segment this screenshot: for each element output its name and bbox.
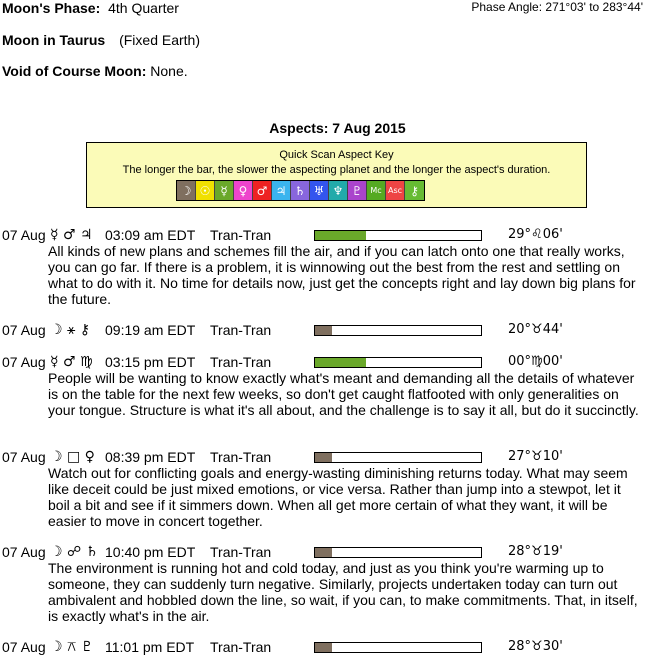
saturn-swatch-icon: ♄ [291,181,310,200]
duration-bar [314,642,482,653]
aspect-type: Tran-Tran [210,354,272,370]
aspect-description: Watch out for conflicting goals and energy-wasting diminishing returns today. What may seem like deceit could be just mixed emotions, or vice versa. Rather than jump into a stewpot, let it boil a bit and see if it simmers down. When all get more certain of what they want, it will be easier to move in concert together. [48,465,628,529]
duration-bar-fill [315,358,366,367]
aspects-title: Aspects: 7 Aug 2015 [269,120,406,136]
moon-sign: Moon in Taurus [2,32,106,48]
duration-bar [314,357,482,368]
aspect-position: 29°♌06' [508,227,563,242]
aspect-time: 03:09 am EDT [105,227,196,243]
duration-bar-fill [315,643,332,652]
mercury-swatch-icon: ☿ [215,181,234,200]
chiron-swatch-icon: ⚷ [405,181,424,200]
aspect-row [0,322,655,340]
aspect-symbols: ☿ ♂ ♍ [50,354,93,370]
moon-phase-value: 4th Quarter [108,0,179,16]
neptune-swatch-icon: ♆ [329,181,348,200]
void-of-course-value: None. [150,63,188,79]
aspect-date: 07 Aug [2,639,46,655]
aspect-symbols: ☽ ⚻ ♇ [50,639,94,655]
aspect-position: 20°♉44' [508,322,563,337]
aspect-symbols: ☿ ♂ ♃ [50,227,93,243]
aspect-time: 11:01 pm EDT [105,639,195,655]
aspect-symbols: ☽ ☍ ♄ [50,544,99,560]
aspect-entry [0,544,655,624]
aspect-date: 07 Aug [2,449,46,465]
aspect-position: 28°♉30' [508,639,563,654]
uranus-swatch-icon: ♅ [310,181,329,200]
aspect-position: 27°♉10' [508,449,563,464]
aspect-position: 00°♍00' [508,354,563,369]
aspect-date: 07 Aug [2,354,46,370]
planet-swatches [176,180,425,201]
moon-phase-line [2,0,179,16]
aspect-symbols: ☽ □ ♀ [50,449,95,465]
aspect-date: 07 Aug [2,544,46,560]
aspect-description: All kinds of new plans and schemes fill the air, and if you can latch onto one that really works, you can go far. If there is a problem, it is winnowing out the best from the rest and settling on what to do with it. No time for details now, just get the concepts right and lay down big plans for the future. [48,243,636,307]
midheaven-swatch-icon: Mc [367,181,386,200]
aspect-row [0,354,655,372]
aspect-entry [0,639,655,657]
aspect-entry [0,227,655,307]
moon-sign-line [2,32,200,48]
key-subtitle: The longer the bar, the slower the aspecting planet and the longer the aspect's duration. [122,164,551,176]
aspect-type: Tran-Tran [210,449,272,465]
aspect-time: 10:40 pm EDT [105,544,196,560]
aspect-type: Tran-Tran [210,322,272,338]
aspect-date: 07 Aug [2,227,46,243]
aspect-entry [0,449,655,529]
duration-bar-fill [315,548,332,557]
moon-phase-label: Moon's Phase: [2,0,101,16]
duration-bar [314,230,482,241]
key-title: Quick Scan Aspect Key [279,149,394,161]
void-of-course-label: Void of Course Moon: [2,63,147,79]
aspect-description: The environment is running hot and cold today, and just as you think you're warming up to someone, they can suddenly turn negative. Similarly, projects undertaken today can turn out ambivalent and hobbled down the line, so wait, if you can, to make commitments. That, in itself, is exactly what's in the air. [48,560,638,624]
moon-swatch-icon: ☽ [177,181,196,200]
quick-scan-key [86,142,587,208]
aspect-row [0,544,655,562]
aspect-position: 28°♉19' [508,544,563,559]
mars-swatch-icon: ♂ [253,181,272,200]
aspect-time: 08:39 pm EDT [105,449,196,465]
aspect-row [0,449,655,467]
venus-swatch-icon: ♀ [234,181,253,200]
aspect-description: People will be wanting to know exactly what's meant and demanding all the details of whatever is on the table for the next few weeks, so don't get caught flatfooted with only generalities on your tongue. Structure is what it's all about, and the challenge is to say it all, but do it succinctly. [48,370,639,418]
duration-bar [314,547,482,558]
aspect-entry [0,354,655,418]
aspect-date: 07 Aug [2,322,46,338]
aspect-symbols: ☽ ⚹ ⚷ [50,322,91,338]
moon-sign-note: (Fixed Earth) [119,32,200,48]
pluto-swatch-icon: ♇ [348,181,367,200]
void-of-course-line [2,63,188,79]
aspect-type: Tran-Tran [210,544,272,560]
aspect-entry [0,322,655,340]
phase-angle: Phase Angle: 271°03' to 283°44' [471,0,643,14]
duration-bar [314,452,482,463]
aspect-time: 09:19 am EDT [105,322,196,338]
aspect-type: Tran-Tran [210,639,272,655]
aspect-row [0,227,655,245]
jupiter-swatch-icon: ♃ [272,181,291,200]
duration-bar [314,325,482,336]
ascendant-swatch-icon: Asc [386,181,405,200]
sun-swatch-icon: ☉ [196,181,215,200]
aspect-row [0,639,655,657]
duration-bar-fill [315,231,366,240]
aspect-time: 03:15 pm EDT [105,354,196,370]
duration-bar-fill [315,326,332,335]
aspect-type: Tran-Tran [210,227,272,243]
duration-bar-fill [315,453,332,462]
